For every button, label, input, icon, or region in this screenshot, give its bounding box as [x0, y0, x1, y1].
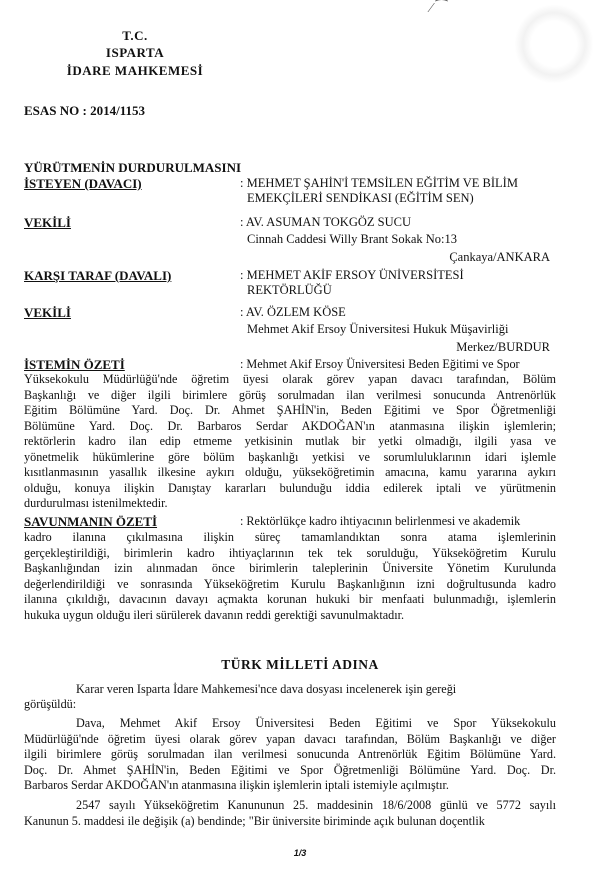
text-line: durdurulması istenilmektedir. [24, 496, 168, 510]
karsi-taraf-label: KARŞI TARAF (DAVALI) [24, 268, 172, 283]
intro-line-2: görüşüldü: [24, 697, 77, 711]
text-line: Başkanlığından izin alınmadan önce birimlerin taleplerinin Üniversite Yönetim Kurulunda [24, 561, 556, 575]
page-number: 1/3 [293, 848, 307, 858]
text-line: Doç. Dr. Ahmet ŞAHİN'in, Beden Eğitimi ve Spor Öğretmenliği Bölümüne Yard. Doç. Dr. [24, 762, 556, 777]
istem-body [24, 372, 556, 512]
paragraph-1 [24, 716, 556, 794]
seal-stamp [514, 4, 594, 84]
text-line: Başkanlığı ve diğer ilgili birimlere görüş sorulmadan ilan verilmesi sonucunda Antrenörlük [24, 387, 556, 402]
document-title: YÜRÜTMENİN DURDURULMASINI [24, 160, 242, 175]
text-line: gerçekleştirildiği, birimlerin kadro ihtiyaçlarının tek tek sorulduğu, Yükseköğretim Kurulu [24, 545, 556, 560]
text-line: hukuka uygun olduğu ileri sürülerek davanın reddi gerektiği savunulmaktadır. [24, 607, 405, 622]
text-line: kadro ilanına çıkılmasına ilişkin süreç tamamlandıktan sonra atama işlemlerinin [24, 530, 556, 544]
text-line: Kanunun 5. maddesi ile değişik (a) bendinde; "Bir üniversite biriminde açık bulunan doçentlik [24, 813, 485, 828]
paragraph-2 [24, 798, 556, 829]
vekili2-label: VEKİLİ [24, 305, 71, 320]
savunma-label: SAVUNMANIN ÖZETİ [24, 514, 158, 529]
header-city: ISPARTA [105, 45, 165, 60]
text-line: ilanına çıkıldığı, davacının davayı açmakta korunan hukuki bir menfaati bulunmadığı, işlemlerin [24, 592, 556, 606]
esas-no: ESAS NO : 2014/1153 [24, 103, 145, 118]
text-line: Bölümüne Yard. Doç. Dr. Barbaros Serdar AKDOĞAN'ın atanmasına ilişkin işlemlerin; [24, 418, 556, 433]
istem-first-line: : Mehmet Akif Ersoy Üniversitesi Beden Eğitimi ve Spor [240, 357, 520, 371]
isteyen-label: İSTEYEN (DAVACI) [24, 176, 142, 191]
text-line: Barbaros Serdar AKDOĞAN'ın atanmasına ilişkin işlemlerin iptali istemiyle açılmıştır. [24, 778, 449, 792]
text-line: yönetmelik hükümlerine göre bölüm başkanlığı yetkisi ve sorumluluklarının idari işlemle [24, 449, 556, 464]
vekili-address: Cinnah Caddesi Willy Brant Sokak No:13 [247, 232, 458, 246]
header-tc: T.C. [122, 28, 148, 43]
text-line: Müdürlüğü'nde öğretim üyesi olarak görev yapan davacı tarafından, Bölüm Başkanlığı ve diğer [24, 731, 556, 746]
text-line: kısıtlanmasının yasallık ilkesine aykırı olduğu, yükseköğretimin amacına, kamu yararına aykırı [24, 465, 556, 479]
isteyen-value-1: : MEHMET ŞAHİN'İ TEMSİLEN EĞİTİM VE BİLİM [240, 176, 518, 190]
vekili2-address: Mehmet Akif Ersoy Üniversitesi Hukuk Müşavirliği [247, 322, 509, 336]
vekili-city: Çankaya/ANKARA [449, 250, 550, 264]
savunma-body [24, 530, 556, 623]
text-line: Dava, Mehmet Akif Ersoy Üniversitesi Beden Eğitimi ve Spor Yüksekokulu [76, 716, 556, 730]
text-line: 2547 sayılı Yükseköğretim Kanununun 25. maddesinin 18/6/2008 günlü ve 5772 sayılı [76, 798, 556, 812]
istem-label: İSTEMİN ÖZETİ [24, 357, 125, 372]
heading-turk-milleti-adina: TÜRK MİLLETİ ADINA [221, 657, 379, 672]
vekili-label: VEKİLİ [24, 215, 71, 230]
text-line: rektörlerin kadro ilan edip etmeme yetkisinin mutlak bir yetki olmadığı, ilgili yasa ve [24, 434, 556, 448]
text-line: değerlendirildiği ve sonrasında Yükseköğretim Kurulu Başkanlığının izni doğrultusunda kadro [24, 576, 556, 591]
text-line: Yüksekokulu Müdürlüğü'nde öğretim üyesi olarak görev yapan davacı tarafından, Bölüm [24, 372, 556, 386]
karsi-taraf-value-2: REKTÖRLÜĞÜ [247, 283, 332, 297]
text-line: olduğu, konuya ilişkin Danıştay kararları bulunduğu iddia edilerek iptali ve yürütmenin [24, 480, 556, 495]
isteyen-value-2: EMEKÇİLERİ SENDİKASI (EĞİTİM SEN) [247, 191, 474, 205]
text-line: ilgili birimlere görüş sorulmadan ilan verilmesi sonucunda Antrenörlük Eğitim Bölümüne Yard. [24, 747, 556, 761]
header-court: İDARE MAHKEMESİ [66, 63, 204, 78]
karsi-taraf-value-1: : MEHMET AKİF ERSOY ÜNİVERSİTESİ [240, 268, 464, 282]
handwritten-mark: ⁄ ⁀ [430, 1, 448, 16]
vekili2-city: Merkez/BURDUR [456, 340, 550, 354]
savunma-first-line: : Rektörlükçe kadro ihtiyacının belirlenmesi ve akademik [240, 514, 521, 528]
vekili2-value: : AV. ÖZLEM KÖSE [240, 305, 346, 319]
vekili-value: : AV. ASUMAN TOKGÖZ SUCU [240, 215, 411, 229]
text-line: Eğitim Bölümüne Yard. Doç. Dr. Ahmet ŞAHİN'in, Beden Eğitimi ve Spor Öğretmenliği [24, 403, 556, 417]
intro-line-1: Karar veren Isparta İdare Mahkemesi'nce dava dosyası incelenerek işin gereği [76, 682, 457, 696]
